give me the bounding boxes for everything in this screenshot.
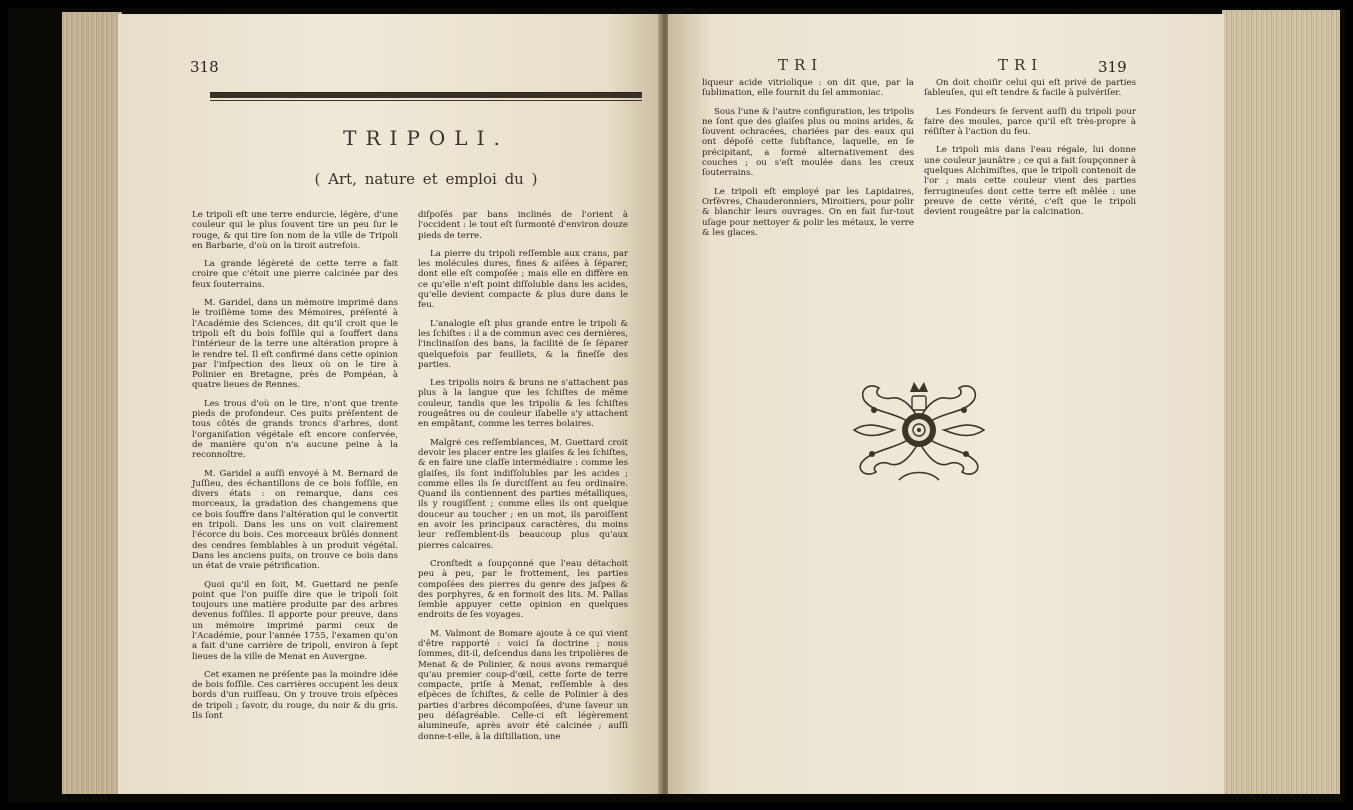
paragraph: Le tripoli eſt une terre endurcie, légère, d'une couleur qui le plus ſouvent tire un peu ſur le rouge, & qui tire ſon nom de la ville de Tripoli en Barbarie, d'où on la tiroit autrefois. <box>192 210 398 251</box>
running-head-right: TRI <box>998 56 1044 74</box>
paragraph: L'analogie eſt plus grande entre le tripoli & les ſchiſtes : il a de commun avec ces dernières, l'inclinaiſon des bans, la facilité de ſe ſéparer quelquefois par feuillets, & la fineſſe des parties. <box>418 318 628 370</box>
paragraph: M. Garidel a auſſi envoyé à M. Bernard de Juſſieu, des échantillons de ce bois foſſile, en divers états : on remarque, dans ces morceaux, la gradation des changemens que ce bois ſouffre dans l'altération qui le convertit en tripoli. Dans les uns on voit clairement l'écorce du bois. Ces morceaux brûlés donnent des cendres ſemblables à un produit végétal. Dans les anciens puits, on trouve ce bois dans un état de vraie pétrification. <box>192 468 398 572</box>
left-column-2 <box>418 210 628 750</box>
header-rule-thin <box>210 100 642 101</box>
page-number-left: 318 <box>190 58 219 76</box>
paragraph: Quoi qu'il en ſoit, M. Guettard ne penſe point que l'on puiſſe dire que le tripoli ſoit toujours une matière produite par des arbres devenus foſſiles. Il apporte pour preuve, dans un mémoire imprimé parmi ceux de l'Académie, pour l'année 1755, l'examen qu'on a fait d'une carrière de tripoli, environ à ſept lieues de la ville de Menat en Auvergne. <box>192 579 398 662</box>
paragraph: Le tripoli mis dans l'eau régale, lui donne une couleur jaunâtre ; ce qui a fait ſoupçonner à quelques Alchimiſtes, que le tripoli contenoit de l'or ; mais cette couleur vient des parties ferrugineuſes dont cette terre eſt mêlée : une preuve de cette vérité, c'eſt que le tripoli devient rougeâtre par la calcination. <box>924 145 1136 218</box>
paragraph: Les tripolis noirs & bruns ne s'attachent pas plus à la langue que les ſchiſtes de même couleur, tandis que les tripolis & les ſchiſtes rougeâtres ou de couleur iſabelle s'y attachent en empâtant, comme les terres bolaires. <box>418 378 628 430</box>
left-column-1 <box>192 210 398 729</box>
paragraph: La grande légèreté de cette terre a fait croire que c'étoit une pierre calcinée par des feux ſouterrains. <box>192 259 398 290</box>
paragraph: M. Garidel, dans un mémoire imprimé dans le troiſième tome des Mémoires, préſenté à l'Académie des Sciences, dit qu'il croit que le tripoli eſt du bois foſſile qui a ſouffert dans l'intérieur de la terre une altération propre à le rendre tel. Il eſt confirmé dans cette opinion par l'inſpection des lieux où on le tire à Polinier en Bretagne, près de Pompéan, à quatre lieues de Rennes. <box>192 298 398 391</box>
paragraph: Sous l'une & l'autre configuration, les tripolis ne ſont que des glaiſes plus ou moins arides, & ſouvent ochracées, chariées par des eaux qui ont dépoſé cette ſubſtance, laquelle, en ſe précipitant, a formé alternativement des couches ; ou s'eſt moulée dans les creux ſouterrains. <box>702 106 914 179</box>
paragraph: Les Fondeurs ſe ſervent auſſi du tripoli pour faire des moules, parce qu'il eſt très-propre à réſiſter à l'action du feu. <box>924 106 1136 138</box>
paragraph: Cet examen ne préſente pas la moindre idée de bois foſſile. Ces carrières occupent les deux bords d'un ruiſſeau. On y trouve trois eſpèces de tripoli ; ſavoir, du rouge, du noir & du gris. Ils ſont <box>192 669 398 722</box>
paragraph: diſpoſés par bans inclinés de l'orient à l'occident : le tout eſt ſurmonté d'environ douze pieds de terre. <box>418 210 628 241</box>
article-subtitle: ( Art, nature et emploi du ) <box>314 170 538 188</box>
paragraph: Le tripoli eſt employé par les Lapidaires, Orfèvres, Chauderonniers, Miroitiers, pour polir & blanchir leurs ouvrages. On en fait ſur-tout uſage pour nettoyer & polir les métaux, le verre & les glaces. <box>702 186 914 238</box>
right-column-1 <box>702 78 914 246</box>
right-page <box>668 14 1224 794</box>
paragraph: On doit choiſir celui qui eſt privé de parties ſableuſes, qui eſt tendre & facile à pulvériſer. <box>924 78 1136 99</box>
page-number-right: 319 <box>1098 58 1127 76</box>
paragraph: Cronſtedt a ſoupçonné que l'eau détachoit peu à peu, par le frottement, les parties compoſées des pierres du genre des jaſpes & des porphyres, & en formoit des lits. M. Pallas ſemble appuyer cette opinion en quelques endroits de ſes voyages. <box>418 558 628 621</box>
paragraph: M. Valmont de Bomare ajoute à ce qui vient d'être rapporté : voici ſa doctrine ; nous ſommes, dit-il, deſcendus dans les tripolières de Menat & de Polinier, & nous avons remarqué qu'au premier coup-d'œil, cette ſorte de terre compacte, priſe à Menat, reſſemble à des eſpèces de ſchiſtes, & celle de Polinier à des parties d'arbres décompoſées, d'une ſaveur un peu déſagréable. Celle-ci eſt légèrement alumineuſe, après avoir été calcinée ; auſſi donne-t-elle, à la diſtillation, une <box>418 628 628 742</box>
paragraph: liqueur acide vitriolique : on dit que, par la ſublimation, elle fournit du ſel ammoniac. <box>702 78 914 99</box>
paragraph: Les trous d'où on le tire, n'ont que trente pieds de profondeur. Ces puits préſentent de tous côtés de grands troncs d'arbres, dont l'organiſation végétale eſt encore conſervée, de manière qu'on n'a aucune peine à la reconnoître. <box>192 398 398 461</box>
left-page-edges <box>62 12 122 794</box>
running-head-left: TRI <box>778 56 824 74</box>
left-page <box>118 14 662 794</box>
header-rule-thick <box>210 92 642 98</box>
right-column-2 <box>924 78 1136 226</box>
article-title: TRIPOLI. <box>343 126 509 150</box>
fleuron-ornament-icon <box>844 370 994 490</box>
paragraph: Malgré ces reſſemblances, M. Guettard croit devoir les placer entre les glaiſes & les ſchiſtes, & en faire une claſſe intermédiaire : comme les glaiſes, ils ſont indiſſolubles par les acides ; comme elles ils ſe durciſſent au feu ordinaire. Quand ils contiennent des parties métalliques, ils y rougiſſent ; comme elles ils ont quelque douceur au toucher ; en un mot, ils paroiſſent en avoir les principaux caractères, du moins leur reſſemblent-ils beaucoup plus qu'aux pierres calcaires. <box>418 437 628 551</box>
paragraph: La pierre du tripoli reſſemble aux crans, par les molécules dures, fines & aiſées à ſéparer, dont elle eſt compoſée ; mais elle en diffère en ce qu'elle n'eſt point diſſoluble dans les acides, qu'elle devient compacte & plus dure dans le feu. <box>418 248 628 311</box>
right-page-edges <box>1222 10 1340 794</box>
